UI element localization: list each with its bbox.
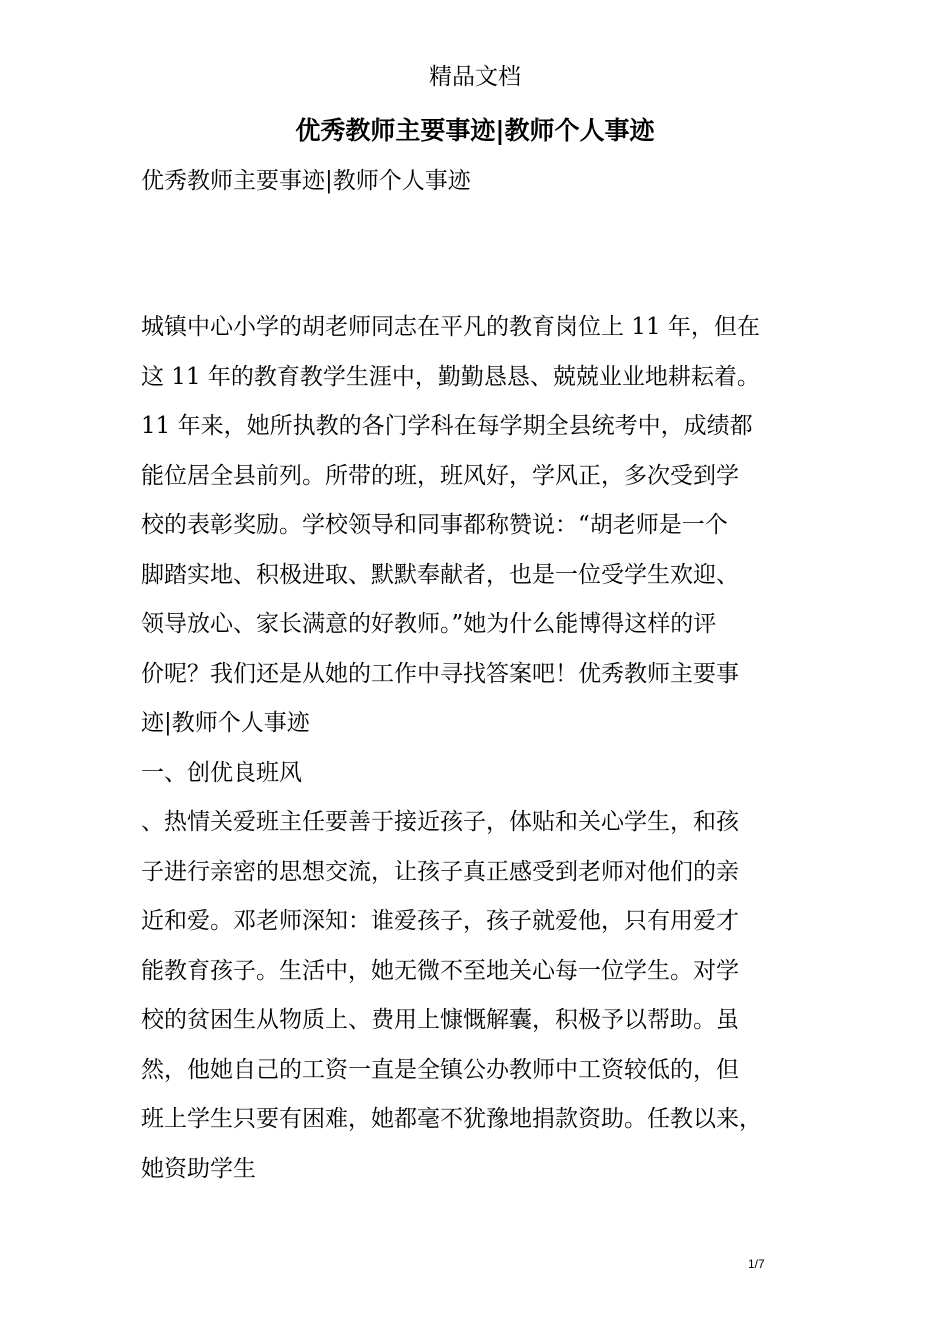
text-line: 然，他她自己的工资一直是全镇公办教师中工资较低的，但 bbox=[141, 1056, 739, 1083]
text-line: 能教育孩子。生活中，她无微不至地关心每一位学生。对学 bbox=[141, 957, 739, 984]
document-title: 优秀教师主要事迹|教师个人事迹 bbox=[295, 116, 655, 145]
text-line: 迹|教师个人事迹 bbox=[141, 710, 310, 736]
text-line: 这 11 年的教育教学生涯中，勤勤恳恳、兢兢业业地耕耘着。 bbox=[141, 363, 760, 390]
header-label: 精品文档 bbox=[429, 64, 521, 90]
text-line: 子进行亲密的思想交流，让孩子真正感受到老师对他们的亲 bbox=[141, 858, 739, 885]
document-subtitle: 优秀教师主要事迹|教师个人事迹 bbox=[141, 168, 471, 194]
text-line: 班上学生只要有困难，她都毫不犹豫地捐款资助。任教以来， bbox=[141, 1106, 762, 1132]
text-line: 、热情关爱班主任要善于接近孩子，体贴和关心学生，和孩 bbox=[141, 809, 739, 835]
text-line: 11 年来，她所执教的各门学科在每学期全县统考中，成绩都 bbox=[141, 413, 753, 439]
text-line: 校的表彰奖励。学校领导和同事都称赞说：“胡老师是一个 bbox=[141, 512, 728, 538]
text-line: 她资助学生 bbox=[141, 1155, 256, 1182]
section-heading: 一、创优良班风 bbox=[141, 759, 302, 786]
page-number: 1/7 bbox=[748, 1257, 765, 1271]
body-text bbox=[141, 303, 831, 1194]
text-line: 城镇中心小学的胡老师同志在平凡的教育岗位上 11 年，但在 bbox=[141, 314, 760, 340]
text-line: 校的贫困生从物质上、费用上慷慨解囊，积极予以帮助。虽 bbox=[141, 1007, 739, 1033]
text-line: 能位居全县前列。所带的班，班风好，学风正，多次受到学 bbox=[141, 462, 739, 489]
text-line: 领导放心、家长满意的好教师。”她为什么能博得这样的评 bbox=[141, 611, 717, 637]
text-line: 脚踏实地、积极进取、默默奉献者，也是一位受学生欢迎、 bbox=[141, 561, 739, 588]
text-line: 近和爱。邓老师深知：谁爱孩子，孩子就爱他，只有用爱才 bbox=[141, 908, 739, 934]
text-line: 价呢？我们还是从她的工作中寻找答案吧！优秀教师主要事 bbox=[141, 660, 739, 687]
